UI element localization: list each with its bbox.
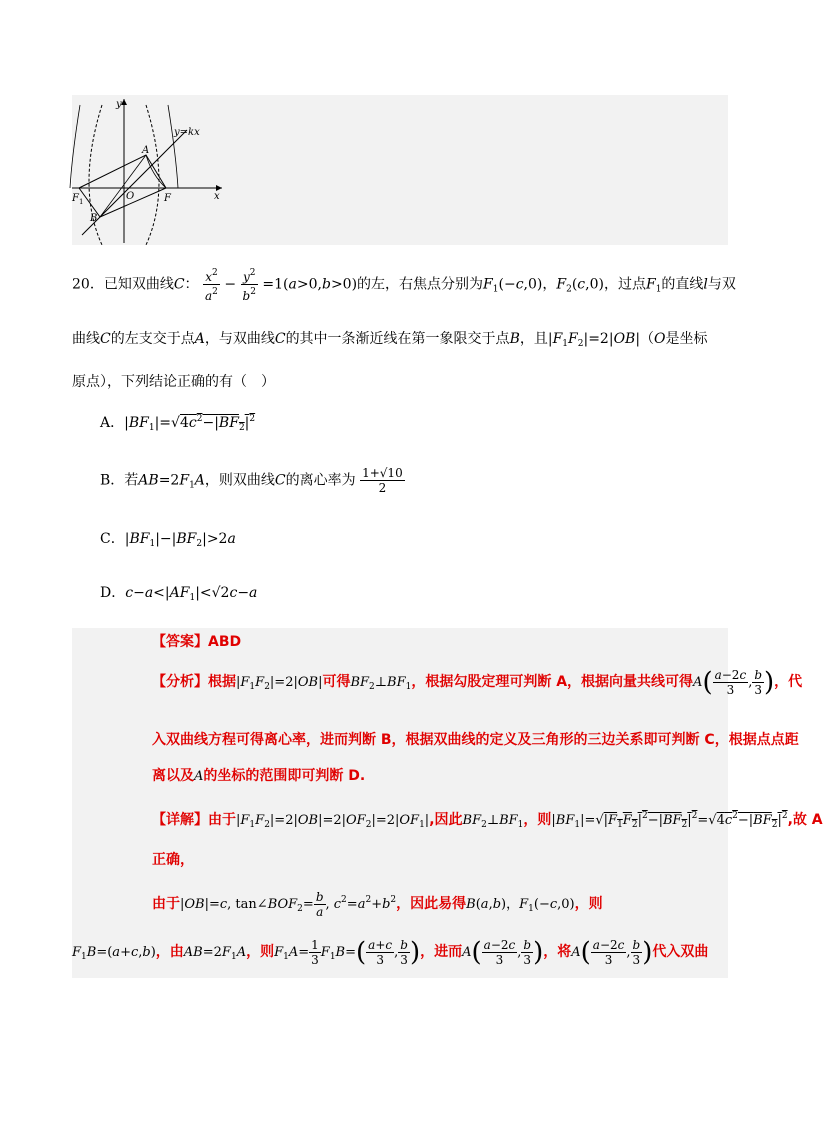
axis-x-label: x <box>214 191 220 202</box>
option-c-label: C． <box>100 531 125 547</box>
option-a[interactable]: A．$|BF_1|=√4c^2-|BF_2|^2$ <box>100 414 256 433</box>
option-a-label: A． <box>100 415 125 431</box>
solution-panel <box>72 628 823 978</box>
option-d-label: D． <box>100 585 126 601</box>
option-d[interactable]: D．$c-a<|AF_1|<√2c-a$ <box>100 585 258 603</box>
question-line-2: 曲线C的左支交于点A，与双曲线C的其中一条渐近线在第一象限交于点B，且$|F_1F_2|=2|OB|(O$是坐标 <box>72 331 708 349</box>
origin-label: O <box>126 191 135 202</box>
question-text: 与双 <box>707 276 736 293</box>
analysis-line-2: 入双曲线方程可得离心率，进而判断 B，根据双曲线的定义及三角形的三边关系即可判断 C，根据点点距 <box>152 732 799 748</box>
focus-f1-label: F <box>72 193 79 204</box>
line-label: y=kx <box>174 127 200 138</box>
question-text: 20．已知双曲线 <box>72 276 174 293</box>
option-b-text: ，则双曲线 <box>204 472 275 489</box>
point-a-label: A <box>142 145 150 156</box>
question-line-1: 20．已知双曲线C： $\frac{x^2}{a^2}$ − $\frac{y^2}{b^2}$ =1(a>0,b>0)的左，右焦点分别为$F_1(-c,0)$，$F_2(c,0)$，过点$F_1$的直线l与双 <box>72 268 736 303</box>
option-b-label: B．若 <box>100 472 139 489</box>
focus-f1-sub: 1 <box>79 198 84 206</box>
figure-panel <box>72 95 728 245</box>
axis-y-label: y <box>116 99 122 110</box>
question-text: 曲线 <box>72 331 100 347</box>
question-text: （ <box>640 331 655 347</box>
question-text: ，且 <box>519 331 548 347</box>
question-text: ，与双曲线 <box>204 331 275 347</box>
analysis-line-3: 离以及A的坐标的范围即可判断 D. <box>152 768 366 784</box>
question-line-3: 原点），下列结论正确的有（ ） <box>72 374 275 390</box>
focus-f-label: F <box>164 193 171 204</box>
point-b-label: B <box>90 213 98 224</box>
hyperbola-diagram <box>72 95 232 245</box>
analysis-line-1: 【分析】根据$|F_1F_2|=2|OB|$可得$BF_2\perp BF_1$，根据勾股定理可判断 A，根据向量共线可得A( $\frac{a-2c}{3}$ , $\frac{b}{3}$ )，代 <box>152 667 803 698</box>
question-text: ，过点 <box>603 276 646 293</box>
detail-line-1: 【详解】由于$|F_1F_2|=2|OB|=2|OF_2|=2|OF_1|$,因此$BF_2\perp BF_1$，则$|BF_1|=√|F_1F_2|^2-|BF_2|^2=√4c^2-|BF_2|^2$,故 A <box>152 811 823 830</box>
detail-line-3: 由于|OB|=c, $\tan\angle BOF_2=$ $\frac{b}{a}$ , $c^2=a^2+b^2$，因此易得B(a,b)，$F_1(-c,0)$，则 <box>152 890 603 919</box>
detail-line-4: $F_1B=(a+c,b)$，由$AB=2F_1A$，则$F_1A=$ $\frac{1}{3}$ $F_1B=$( $\frac{a+c}{3}$ , $\frac{b}{3}$ )，进而A( $\frac{a-2c}{3}$ , $\frac{b}{3}$ )，将A( $\frac{a-2c}{3}$ , $\frac{b}{3}$ )代入双曲 <box>72 937 709 968</box>
answer-label: 【答案】ABD <box>152 634 242 650</box>
question-text: 的直线 <box>661 276 704 293</box>
question-text: 的其中一条渐近线在第一象限交于点 <box>285 331 510 347</box>
question-text: 的左，右焦点分别为 <box>357 276 484 293</box>
detail-line-2: 正确， <box>152 852 194 868</box>
option-c[interactable]: C．$|BF_1|-|BF_2|>2a$ <box>100 531 236 549</box>
option-b-text: 的离心率为 <box>285 472 356 489</box>
question-text: 是坐标 <box>665 331 708 347</box>
question-text: 的左支交于点 <box>110 331 195 347</box>
option-b[interactable]: B．若$AB=2F_1A$，则双曲线C的离心率为 $\frac{1+√10}{2}$ <box>100 466 403 495</box>
